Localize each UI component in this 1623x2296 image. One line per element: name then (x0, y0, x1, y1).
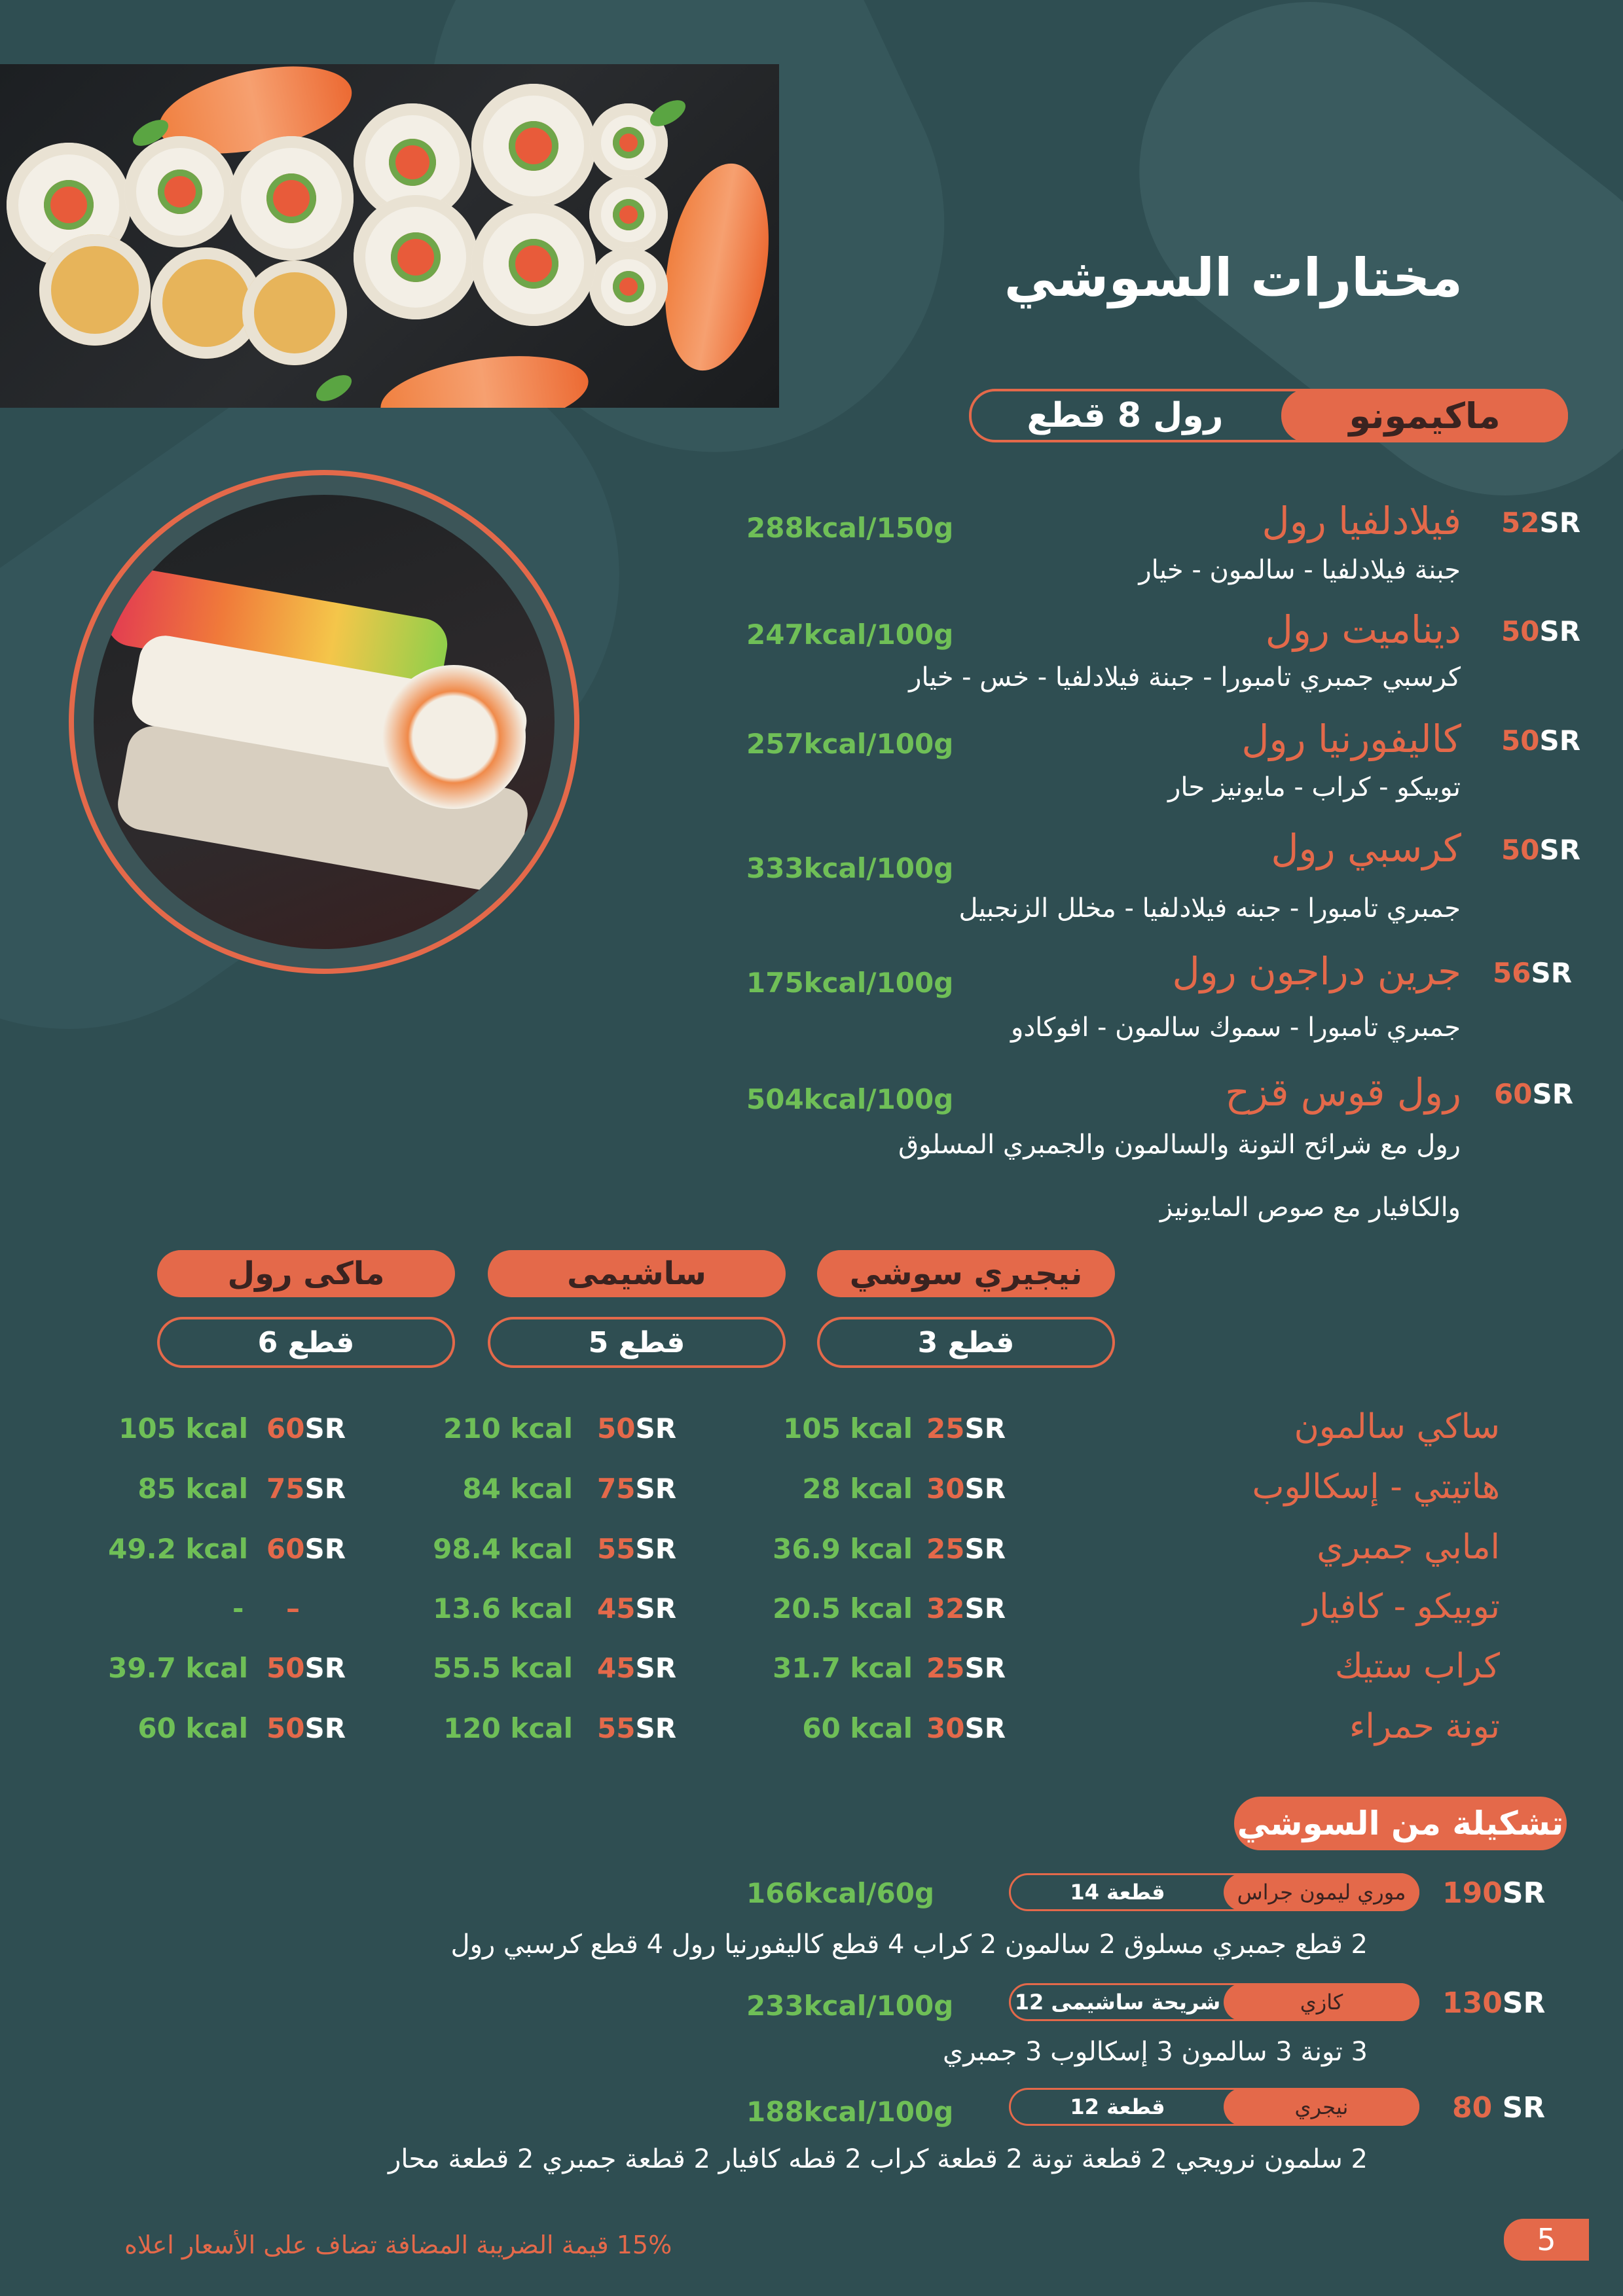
roll-description: جمبري تامبورا - سموك سالمون - افوكادو (1011, 1013, 1461, 1043)
table-price-value: 75 (597, 1473, 636, 1505)
roll-price-value: 60 (1494, 1078, 1533, 1110)
column-label: ساشيمى (488, 1250, 786, 1297)
table-price (266, 1652, 346, 1684)
roll-price-currency: SR (1539, 725, 1581, 757)
table-price (597, 1412, 676, 1444)
table-price-currency: SR (635, 1712, 677, 1744)
table-price-value: 45 (597, 1652, 636, 1684)
roll-price-currency: SR (1539, 615, 1581, 647)
table-price (926, 1652, 1006, 1684)
column-label: ماكى رول (157, 1250, 455, 1297)
roll-price-value: 52 (1501, 507, 1540, 539)
table-price-value: 32 (926, 1592, 965, 1624)
table-price-value: 55 (597, 1533, 636, 1565)
platter-description: 2 قطع جمبري مسلوق 2 سالمون 2 كراب 4 قطع كاليفورنيا رول 4 قطع كرسبي رول (450, 1929, 1368, 1960)
roll-price (1501, 615, 1580, 647)
platter-price-currency: SR (1502, 1876, 1546, 1910)
platter-price-value: 190 (1442, 1876, 1503, 1910)
roll-description: رول مع شرائح التونة والسالمون والجمبري المسلوق (898, 1130, 1461, 1160)
table-price (926, 1712, 1006, 1744)
table-price-currency: SR (964, 1412, 1006, 1444)
roll-name: ديناميت رول (1265, 607, 1461, 652)
table-price-currency: SR (304, 1533, 346, 1565)
roll-name: كاليفورنيا رول (1241, 717, 1461, 761)
roll-description: كرسبي جمبري تامبورا - جبنة فيلادلفيا - خس - خيار (909, 662, 1461, 692)
table-kcal: - (232, 1592, 244, 1624)
table-row-name: توبيكو - كافيار (1302, 1587, 1500, 1626)
platter-price-value: 130 (1442, 1986, 1503, 2020)
roll-price-value: 56 (1493, 957, 1531, 989)
page-title: مختارات السوشي (1004, 247, 1463, 308)
table-kcal: 84 kcal (462, 1473, 573, 1505)
roll-kcal: 333kcal/100g (746, 852, 954, 884)
table-price-value: 60 (266, 1533, 305, 1565)
table-price-currency: SR (304, 1412, 346, 1444)
platter-pieces: 12 قطعة (1070, 2094, 1165, 2119)
platter-price-currency: SR (1502, 2091, 1546, 2125)
table-price-value: 50 (597, 1412, 636, 1444)
platter-kcal: 233kcal/100g (746, 1990, 954, 2022)
roll-name: رول قوس قزح (1225, 1070, 1461, 1115)
table-kcal: 120 kcal (443, 1712, 573, 1744)
table-price-value: 60 (266, 1412, 305, 1444)
table-price-value: 25 (926, 1533, 965, 1565)
platter-pieces: 12 شريحة ساشيمى (1014, 1990, 1221, 2015)
platter-price-value: 80 (1452, 2091, 1503, 2125)
table-price-currency: SR (304, 1473, 346, 1505)
roll-price-value: 50 (1501, 834, 1540, 866)
roll-name: فيلادلفيا رول (1262, 499, 1461, 543)
roll-description: جمبري تامبورا - جبنه فيلادلفيا - مخلل الزنجبيل (958, 893, 1461, 924)
table-row-name: امابي جمبري (1317, 1528, 1500, 1567)
table-kcal: 28 kcal (802, 1473, 913, 1505)
table-kcal: 55.5 kcal (433, 1652, 573, 1684)
table-row-name: كراب ستيك (1334, 1647, 1500, 1686)
table-price-currency: SR (635, 1533, 677, 1565)
sushi-photo-circle (69, 470, 579, 974)
table-price-currency: SR (964, 1533, 1006, 1565)
roll-name: جرين دراجون رول (1172, 949, 1461, 994)
table-price-currency: SR (964, 1473, 1006, 1505)
platter-price-currency: SR (1502, 1986, 1546, 2020)
table-row-name: هاتيتي - إسكالوب (1252, 1467, 1500, 1507)
platter-name: نيجري (1224, 2088, 1419, 2126)
platter-description: 2 سلمون نرويجي 2 قطعة تونة 2 قطعة كراب 2 قطه كافيار 2 قطعة جمبري 2 قطعة محار (388, 2144, 1368, 2174)
roll-price-value: 50 (1501, 615, 1540, 647)
table-kcal: 85 kcal (137, 1473, 248, 1505)
table-price-currency: SR (304, 1652, 346, 1684)
table-price-value: 75 (266, 1473, 305, 1505)
table-price (597, 1473, 676, 1505)
roll-price (1501, 834, 1580, 866)
table-kcal: 105 kcal (119, 1412, 248, 1444)
vat-note: 15% قيمة الضريبة المضافة تضاف على الأسعار اعلاه (124, 2231, 672, 2259)
platter-name: موري ليمون جراس (1224, 1873, 1419, 1911)
table-price (926, 1592, 1006, 1624)
roll-name: كرسبي رول (1271, 826, 1461, 870)
roll-price (1494, 1078, 1573, 1110)
table-kcal: 60 kcal (802, 1712, 913, 1744)
roll-price (1501, 507, 1580, 539)
table-kcal: 210 kcal (443, 1412, 573, 1444)
roll-price-currency: SR (1539, 507, 1581, 539)
table-price (266, 1712, 346, 1744)
maki-header-label: ماكيمونو (1281, 389, 1568, 442)
table-price-value: 30 (926, 1473, 965, 1505)
table-kcal: 39.7 kcal (108, 1652, 248, 1684)
roll-kcal: 288kcal/150g (746, 512, 954, 544)
table-kcal: 49.2 kcal (108, 1533, 248, 1565)
roll-price-currency: SR (1532, 1078, 1574, 1110)
table-price: – (286, 1592, 300, 1624)
roll-description: توبيكو - كراب - مايونيز حار (1168, 772, 1461, 802)
table-kcal: 105 kcal (783, 1412, 913, 1444)
column-pieces: 6 قطع (257, 1325, 355, 1359)
table-price-currency: SR (635, 1592, 677, 1624)
page-number: 5 (1504, 2219, 1589, 2261)
table-kcal: 20.5 kcal (773, 1592, 913, 1624)
table-price-currency: SR (635, 1473, 677, 1505)
table-price (597, 1592, 676, 1624)
sushi-photo-top (0, 64, 779, 408)
platter-name: كازي (1224, 1983, 1419, 2021)
roll-price (1501, 725, 1580, 757)
table-kcal: 98.4 kcal (433, 1533, 573, 1565)
column-pieces: 5 قطع (588, 1325, 685, 1359)
column-label: نيجيري سوشي (817, 1250, 1115, 1297)
table-price-currency: SR (635, 1652, 677, 1684)
table-price-currency: SR (964, 1652, 1006, 1684)
roll-description: جبنة فيلادلفيا - سالمون - خيار (1139, 555, 1461, 585)
platter-price (1442, 1986, 1545, 2020)
table-kcal: 36.9 kcal (773, 1533, 913, 1565)
table-kcal: 60 kcal (137, 1712, 248, 1744)
table-row-name: تونة حمراء (1349, 1707, 1500, 1746)
roll-kcal: 175kcal/100g (746, 967, 954, 999)
table-price (926, 1473, 1006, 1505)
table-price-currency: SR (304, 1712, 346, 1744)
platter-kcal: 188kcal/100g (746, 2096, 954, 2128)
table-price (926, 1412, 1006, 1444)
table-price (266, 1412, 346, 1444)
table-price-currency: SR (635, 1412, 677, 1444)
table-price (597, 1533, 676, 1565)
platter-price (1452, 2091, 1545, 2125)
table-price-value: 30 (926, 1712, 965, 1744)
roll-kcal: 504kcal/100g (746, 1083, 954, 1115)
roll-description: والكافيار مع صوص المايونيز (1159, 1193, 1461, 1223)
table-price (926, 1533, 1006, 1565)
roll-price (1493, 957, 1572, 989)
platter-pieces: 14 قطعة (1070, 1880, 1165, 1905)
table-price-value: 25 (926, 1412, 965, 1444)
table-price (597, 1712, 676, 1744)
table-kcal: 13.6 kcal (433, 1592, 573, 1624)
table-price-value: 50 (266, 1712, 305, 1744)
table-price-value: 55 (597, 1712, 636, 1744)
table-price (597, 1652, 676, 1684)
table-price-currency: SR (964, 1712, 1006, 1744)
table-price (266, 1473, 346, 1505)
platter-kcal: 166kcal/60g (746, 1877, 935, 1909)
table-price-value: 45 (597, 1592, 636, 1624)
table-row-name: ساكي سالمون (1294, 1407, 1500, 1446)
roll-kcal: 257kcal/100g (746, 728, 954, 760)
table-price-value: 50 (266, 1652, 305, 1684)
platter-price (1442, 1876, 1545, 1910)
roll-price-currency: SR (1539, 834, 1581, 866)
platters-header: تشكيلة من السوشي (1234, 1797, 1567, 1850)
column-pieces: 3 قطع (917, 1325, 1015, 1359)
roll-price-currency: SR (1531, 957, 1573, 989)
platter-description: 3 تونة 3 سالمون 3 إسكالوب 3 جمبري (943, 2037, 1368, 2067)
roll-price-value: 50 (1501, 725, 1540, 757)
roll-kcal: 247kcal/100g (746, 619, 954, 651)
maki-header-pieces: رول 8 قطع (1027, 396, 1224, 435)
table-price (266, 1533, 346, 1565)
table-kcal: 31.7 kcal (773, 1652, 913, 1684)
table-price-currency: SR (964, 1592, 1006, 1624)
table-price-value: 25 (926, 1652, 965, 1684)
